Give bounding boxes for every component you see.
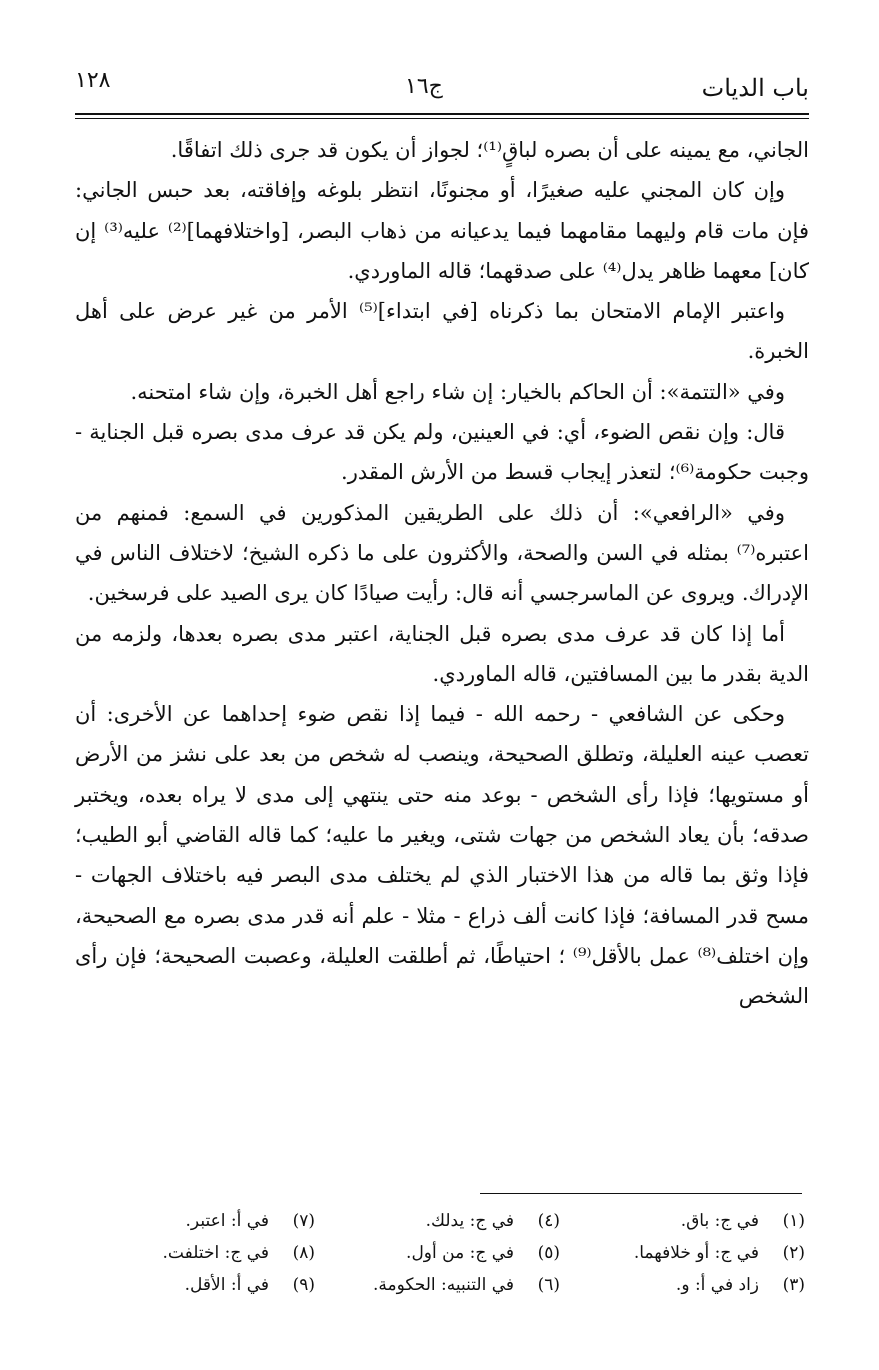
paragraph: وفي «التتمة»: أن الحاكم بالخيار: إن شاء راجع أهل الخبرة، وإن شاء امتحنه.: [130, 379, 785, 404]
footnote: [320, 1237, 560, 1269]
footnote-text: في أ: الأقل.: [184, 1275, 269, 1295]
paragraph: أما إذا كان قد عرف مدى بصره قبل الجناية، اعتبر مدى بصره بعدها، ولزمه من الدية بقدر ما بين المسافتين، قاله الماوردي.: [75, 621, 809, 686]
footnote-text: في ج: اختلفت.: [162, 1243, 269, 1263]
footnote-column: [565, 1205, 805, 1301]
footnote-number: (٨): [292, 1243, 315, 1263]
footnote-number: (٧): [292, 1211, 315, 1231]
footnote-text: زاد في أ: و.: [675, 1275, 759, 1295]
footnote: [75, 1269, 315, 1301]
main-text: [75, 130, 809, 1017]
volume-label: ج١٦: [405, 74, 443, 99]
footnote: [565, 1205, 805, 1237]
footnote-column: [75, 1205, 315, 1301]
footnote-number: (٩): [292, 1275, 315, 1295]
footnote: [565, 1237, 805, 1269]
footnote-number: (٣): [782, 1275, 805, 1295]
footnote: [75, 1205, 315, 1237]
chapter-title: باب الديات: [701, 74, 809, 102]
footnote-number: (٥): [537, 1243, 560, 1263]
paragraph: وفي «الرافعي»: أن ذلك على الطريقين المذكورين في السمع: فمنهم من اعتبره⁽⁷⁾ بمثله في السن والصحة، والأكثرون على ما ذكره الشيخ؛ لاختلاف الناس في الإدراك. ويروى عن الماسرجسي أنه قال: رأيت صيادًا كان يرى الصيد على فرسخين.: [75, 500, 809, 606]
header-rule-thin: [75, 118, 809, 119]
footnote-column: [320, 1205, 560, 1301]
paragraph: قال: وإن نقص الضوء، أي: في العينين، ولم يكن قد عرف مدى بصره قبل الجناية - وجبت حكومة⁽⁶⁾؛ لتعذر إيجاب قسط من الأرش المقدر.: [75, 420, 809, 485]
paragraph: الجاني، مع يمينه على أن بصره لباقٍ⁽¹⁾؛ لجواز أن يكون قد جرى ذلك اتفاقًا.: [170, 138, 809, 162]
footnote: [565, 1269, 805, 1301]
page-header: [75, 60, 809, 110]
footnote: [320, 1205, 560, 1237]
paragraph: وحكى عن الشافعي - رحمه الله - فيما إذا نقص ضوء إحداهما عن الأخرى: أن تعصب عينه العليلة، وتطلق الصحيحة، وينصب له شخص من بعد على نشز من الأرض أو مستويها؛ فإذا رأى الشخص - بوعد منه حتى ينتهي إلى مدى لا يراه بعده، ويختبر صدقه؛ بأن يعاد الشخص من جهات شتى، ويغير ما عليه؛ كما قاله القاضي أبو الطيب؛ فإذا وثق بما قاله من هذا الاختبار الذي لم يختلف مدى البصر فيه باختلاف الجهات - مسح قدر المسافة؛ فإذا كانت ألف ذراع - مثلا - علم أنه قدر مدى بصره مع الصحيحة، وإن اختلف⁽⁸⁾ عمل بالأقل⁽⁹⁾ ؛ احتياطًا، ثم أطلقت العليلة، وعصبت الصحيحة؛ فإن رأى الشخص: [75, 702, 810, 1009]
footnote-text: في ج: أو خلافهما.: [633, 1243, 759, 1263]
page-number: ١٢٨: [75, 68, 111, 93]
paragraph: واعتبر الإمام الامتحان بما ذكرناه [في ابتداء]⁽⁵⁾ الأمر من غير عرض على أهل الخبرة.: [75, 299, 809, 364]
footnote: [320, 1269, 560, 1301]
footnote-text: في التنبيه: الحكومة.: [372, 1275, 514, 1295]
footnote-number: (٢): [782, 1243, 805, 1263]
footnote-text: في ج: باق.: [680, 1211, 759, 1231]
footnote-text: في ج: يدلك.: [425, 1211, 514, 1231]
footnotes: [75, 1205, 805, 1305]
footnote-number: (٤): [537, 1211, 560, 1231]
footnote-number: (١): [782, 1211, 805, 1231]
footnote-separator: [480, 1193, 802, 1194]
footnote-number: (٦): [537, 1275, 560, 1295]
footnote: [75, 1237, 315, 1269]
header-rule: [75, 113, 809, 115]
footnote-text: في أ: اعتبر.: [185, 1211, 269, 1231]
paragraph: وإن كان المجني عليه صغيرًا، أو مجنونًا، انتظر بلوغه وإفاقته، بعد حبس الجاني: فإن مات قام وليهما مقامهما فيما يدعيانه من ذهاب البصر، [واختلافهما]⁽²⁾ عليه⁽³⁾ إن كان] معهما ظاهر يدل⁽⁴⁾ على صدقهما؛ قاله الماوردي.: [75, 178, 809, 283]
footnote-text: في ج: من أول.: [406, 1243, 514, 1263]
